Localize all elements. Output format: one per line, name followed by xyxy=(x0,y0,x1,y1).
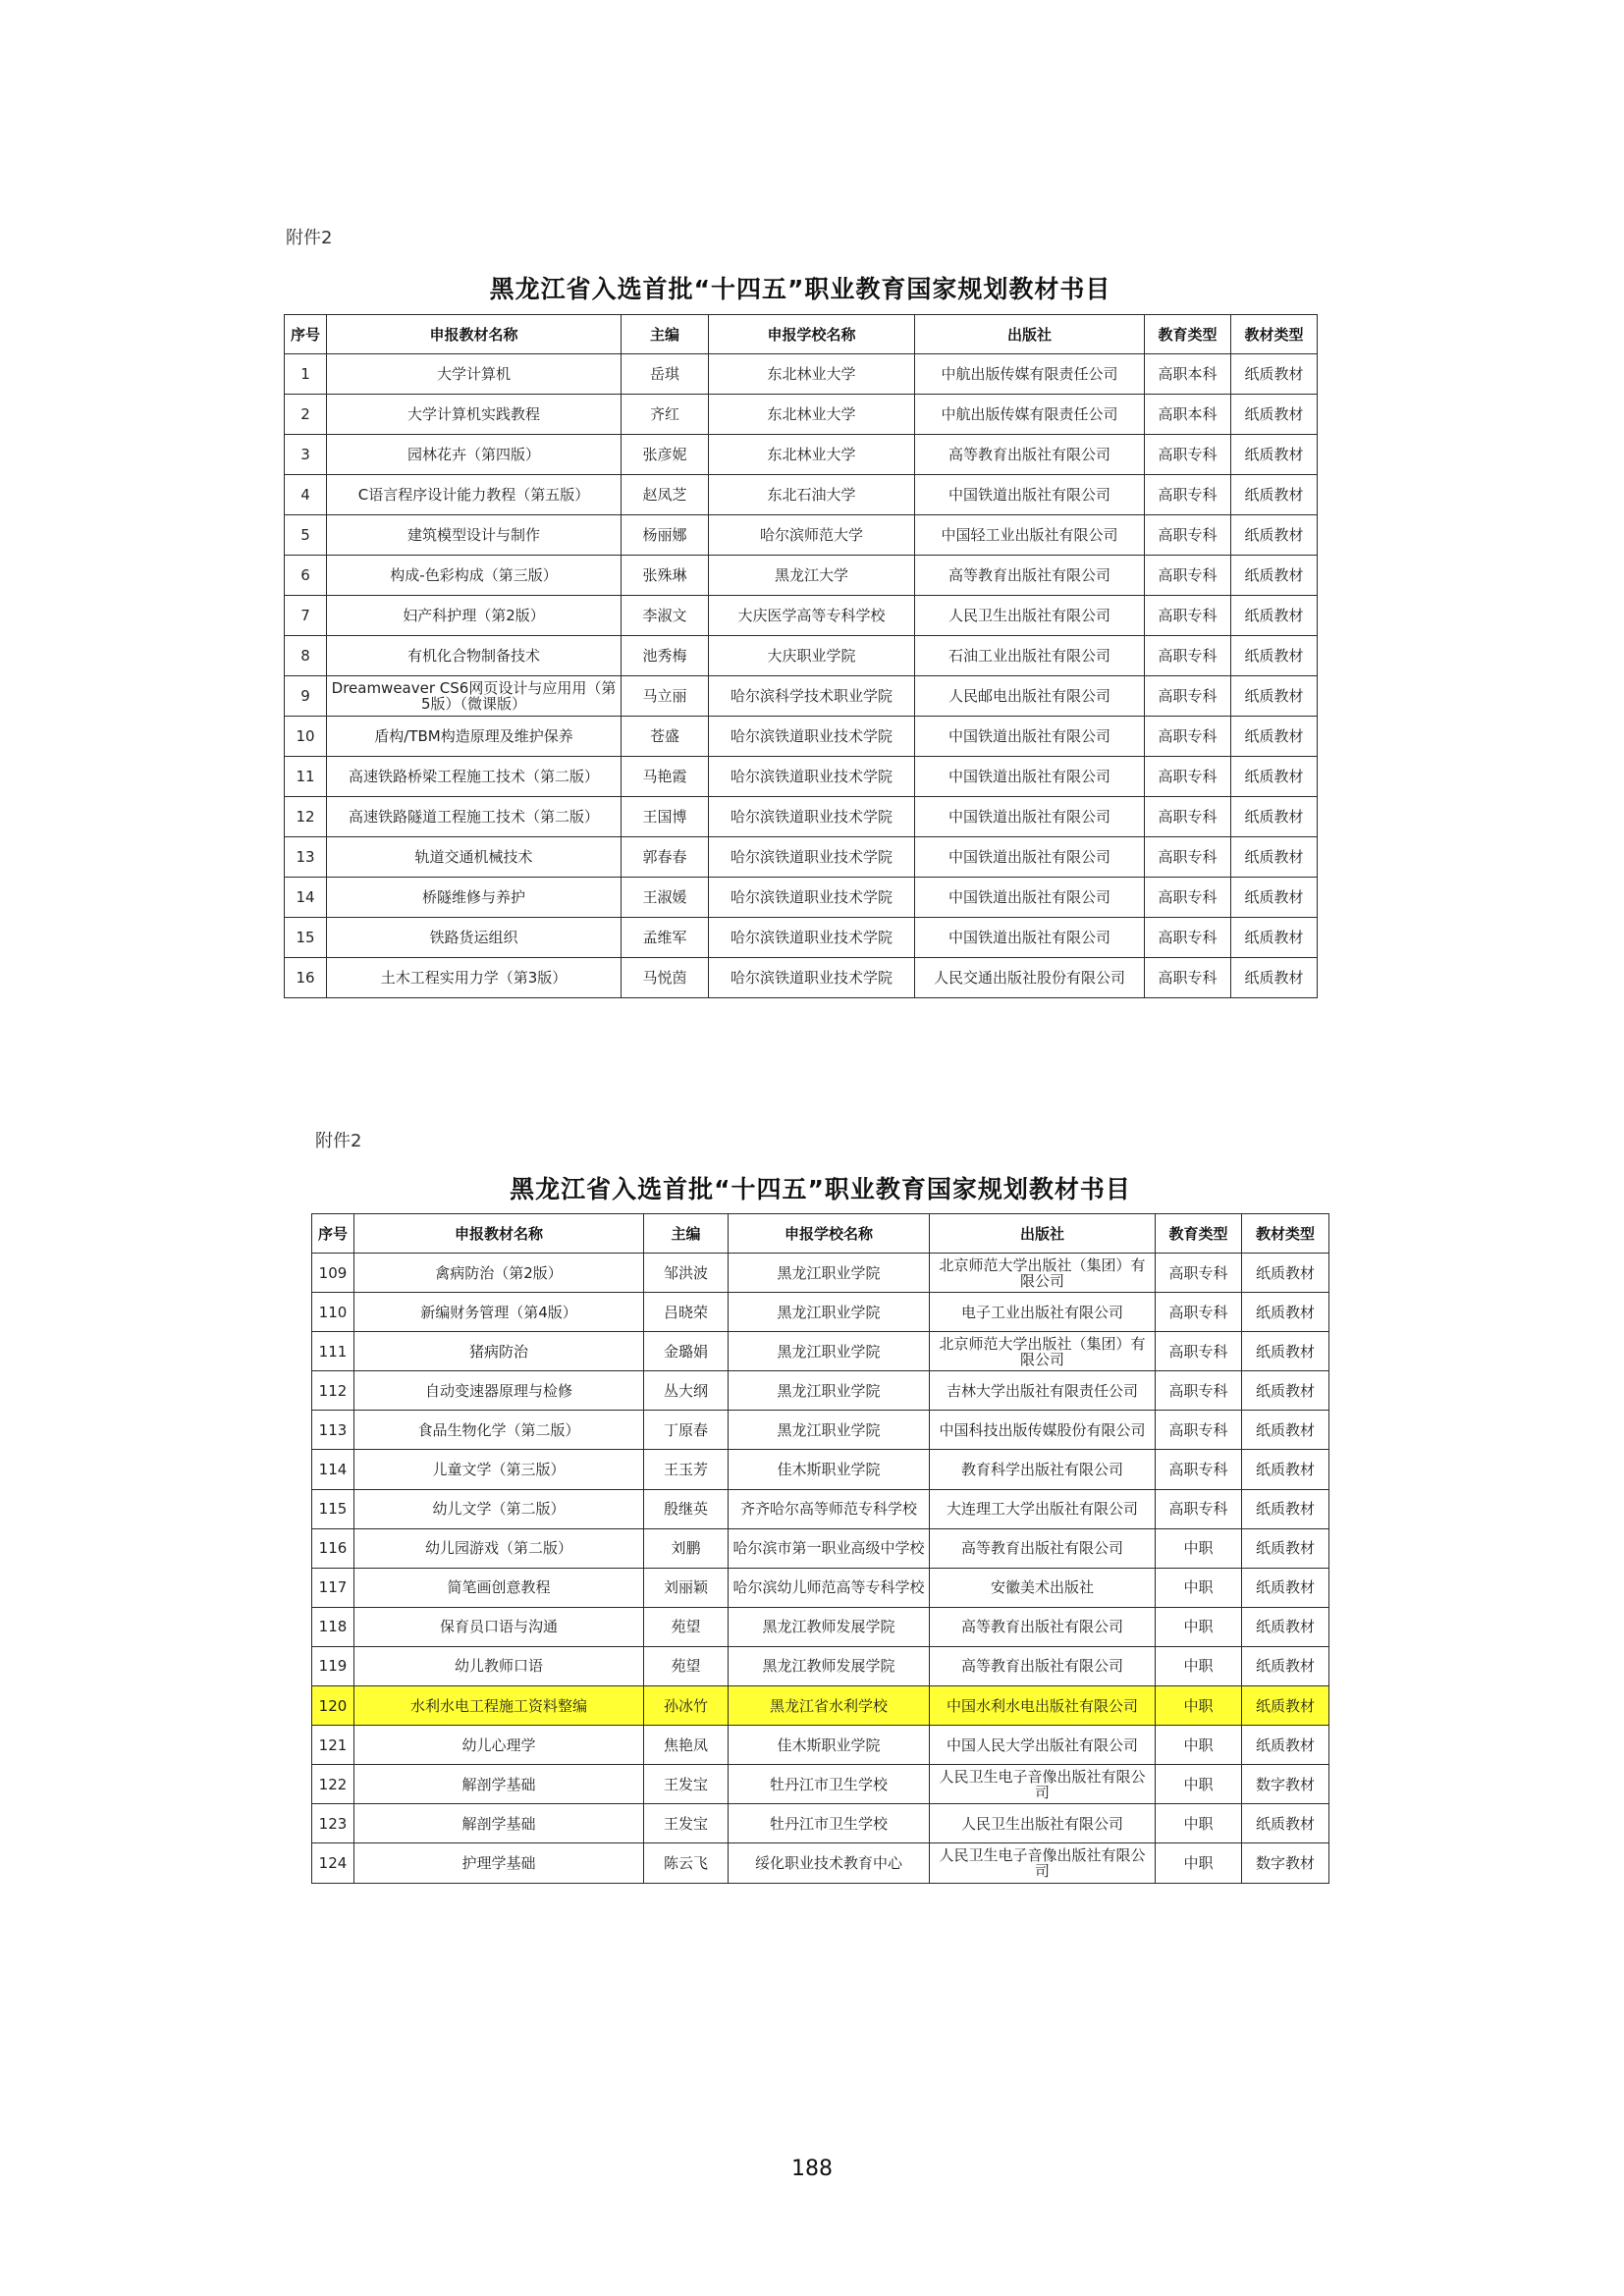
table-cell: 黑龙江教师发展学院 xyxy=(729,1646,930,1685)
column-header: 主编 xyxy=(644,1214,729,1254)
table-cell: 哈尔滨铁道职业技术学院 xyxy=(709,878,915,918)
table-cell: 4 xyxy=(285,475,327,515)
table-cell: 哈尔滨幼儿师范高等专科学校 xyxy=(729,1568,930,1607)
table-cell: 铁路货运组织 xyxy=(327,918,622,958)
table-cell: 北京师范大学出版社（集团）有限公司 xyxy=(930,1332,1156,1371)
table-cell: 纸质教材 xyxy=(1231,958,1318,998)
table-cell: 石油工业出版社有限公司 xyxy=(915,636,1145,676)
table-cell: 高职专科 xyxy=(1145,676,1231,717)
table-cell: 孟维军 xyxy=(622,918,709,958)
table-cell: 牡丹江市卫生学校 xyxy=(729,1765,930,1804)
column-header: 申报学校名称 xyxy=(709,315,915,354)
table-cell: 东北林业大学 xyxy=(709,435,915,475)
table-cell: 6 xyxy=(285,556,327,596)
table-cell: 纸质教材 xyxy=(1242,1568,1329,1607)
table-cell: 3 xyxy=(285,435,327,475)
table-cell: 纸质教材 xyxy=(1231,395,1318,435)
table-cell: 13 xyxy=(285,837,327,878)
table-cell: 高职专科 xyxy=(1145,596,1231,636)
table-cell: 解剖学基础 xyxy=(354,1765,644,1804)
table-cell: 保育员口语与沟通 xyxy=(354,1607,644,1646)
table-cell: 11 xyxy=(285,757,327,797)
table-cell: 哈尔滨铁道职业技术学院 xyxy=(709,918,915,958)
table-row xyxy=(285,878,1318,918)
table-cell: 中国水利水电出版社有限公司 xyxy=(930,1686,1156,1726)
table-cell: 高职专科 xyxy=(1145,435,1231,475)
column-header: 教材类型 xyxy=(1242,1214,1329,1254)
table-cell: 王发宝 xyxy=(644,1804,729,1843)
table-cell: 高职专科 xyxy=(1145,918,1231,958)
table-cell: 纸质教材 xyxy=(1242,1607,1329,1646)
column-header: 主编 xyxy=(622,315,709,354)
table-cell: 纸质教材 xyxy=(1242,1804,1329,1843)
column-header: 序号 xyxy=(312,1214,354,1254)
table-cell: 纸质教材 xyxy=(1231,676,1318,717)
table-cell: 高职专科 xyxy=(1145,878,1231,918)
table-cell: 中职 xyxy=(1156,1528,1242,1568)
table-cell: 哈尔滨铁道职业技术学院 xyxy=(709,958,915,998)
table-title: 黑龙江省入选首批“十四五”职业教育国家规划教材书目 xyxy=(510,1175,1131,1203)
table-cell: 哈尔滨铁道职业技术学院 xyxy=(709,797,915,837)
table-cell: 焦艳凤 xyxy=(644,1726,729,1765)
table-cell: 高等教育出版社有限公司 xyxy=(930,1528,1156,1568)
table-cell: 中国铁道出版社有限公司 xyxy=(915,918,1145,958)
table-row xyxy=(312,1371,1329,1411)
table-row xyxy=(285,556,1318,596)
table-cell: 黑龙江大学 xyxy=(709,556,915,596)
table-cell: 高速铁路桥梁工程施工技术（第二版） xyxy=(327,757,622,797)
table-row xyxy=(285,676,1318,717)
book-list-table xyxy=(284,314,1318,998)
table-cell: 高等教育出版社有限公司 xyxy=(915,556,1145,596)
table-row xyxy=(312,1293,1329,1332)
table-cell: 8 xyxy=(285,636,327,676)
table-cell: 吉林大学出版社有限责任公司 xyxy=(930,1371,1156,1411)
table-cell: 纸质教材 xyxy=(1242,1371,1329,1411)
table-cell: 中职 xyxy=(1156,1607,1242,1646)
table-cell: 中国科技出版传媒股份有限公司 xyxy=(930,1411,1156,1450)
table-cell: 邹洪波 xyxy=(644,1254,729,1293)
column-header: 申报教材名称 xyxy=(327,315,622,354)
table-cell: 120 xyxy=(312,1686,354,1726)
table-cell: 12 xyxy=(285,797,327,837)
table-cell: 构成-色彩构成（第三版） xyxy=(327,556,622,596)
column-header: 出版社 xyxy=(930,1214,1156,1254)
table-cell: 122 xyxy=(312,1765,354,1804)
table-cell: 7 xyxy=(285,596,327,636)
column-header: 序号 xyxy=(285,315,327,354)
table-row xyxy=(285,757,1318,797)
table-cell: 高职专科 xyxy=(1145,958,1231,998)
table-cell: 王玉芳 xyxy=(644,1450,729,1489)
table-cell: 护理学基础 xyxy=(354,1843,644,1883)
table-cell: 殷继英 xyxy=(644,1489,729,1528)
table-cell: 孙冰竹 xyxy=(644,1686,729,1726)
table-cell: 轨道交通机械技术 xyxy=(327,837,622,878)
table-cell: 高职专科 xyxy=(1156,1411,1242,1450)
table-cell: 高职专科 xyxy=(1145,837,1231,878)
table-row xyxy=(285,837,1318,878)
table-cell: 丛大纲 xyxy=(644,1371,729,1411)
table-cell: 110 xyxy=(312,1293,354,1332)
table-cell: 中国铁道出版社有限公司 xyxy=(915,878,1145,918)
table-cell: 中国铁道出版社有限公司 xyxy=(915,475,1145,515)
table-cell: 刘鹏 xyxy=(644,1528,729,1568)
table-cell: 高职专科 xyxy=(1145,475,1231,515)
table-cell: 纸质教材 xyxy=(1242,1528,1329,1568)
table-row xyxy=(312,1489,1329,1528)
table-cell: 齐红 xyxy=(622,395,709,435)
table-cell: 高职专科 xyxy=(1156,1489,1242,1528)
table-cell: 哈尔滨铁道职业技术学院 xyxy=(709,717,915,757)
table-cell: 中职 xyxy=(1156,1843,1242,1883)
table-cell: 人民卫生出版社有限公司 xyxy=(915,596,1145,636)
table-cell: 中国轻工业出版社有限公司 xyxy=(915,515,1145,556)
table-cell: 5 xyxy=(285,515,327,556)
table-row xyxy=(312,1765,1329,1804)
table-cell: 纸质教材 xyxy=(1231,596,1318,636)
table-cell: 安徽美术出版社 xyxy=(930,1568,1156,1607)
table-cell: 纸质教材 xyxy=(1242,1293,1329,1332)
table-cell: 高职本科 xyxy=(1145,395,1231,435)
table-cell: 纸质教材 xyxy=(1231,717,1318,757)
table-cell: 马艳霞 xyxy=(622,757,709,797)
table-cell: 纸质教材 xyxy=(1242,1411,1329,1450)
table-cell: 大连理工大学出版社有限公司 xyxy=(930,1489,1156,1528)
table-cell: 岳琪 xyxy=(622,354,709,395)
table-cell: 苍盛 xyxy=(622,717,709,757)
table-cell: 113 xyxy=(312,1411,354,1450)
table-cell: 2 xyxy=(285,395,327,435)
table-cell: 高职专科 xyxy=(1145,717,1231,757)
table-cell: 纸质教材 xyxy=(1242,1332,1329,1371)
table-row xyxy=(312,1450,1329,1489)
table-row xyxy=(285,596,1318,636)
table-cell: 教育科学出版社有限公司 xyxy=(930,1450,1156,1489)
table-cell: 纸质教材 xyxy=(1242,1686,1329,1726)
table-cell: 纸质教材 xyxy=(1242,1726,1329,1765)
table-row xyxy=(312,1528,1329,1568)
table-row xyxy=(312,1254,1329,1293)
table-cell: 纸质教材 xyxy=(1231,918,1318,958)
table-row xyxy=(312,1686,1329,1726)
table-cell: 纸质教材 xyxy=(1242,1450,1329,1489)
table-cell: 纸质教材 xyxy=(1242,1646,1329,1685)
table-cell: 李淑文 xyxy=(622,596,709,636)
table-cell: 中航出版传媒有限责任公司 xyxy=(915,395,1145,435)
table-cell: 佳木斯职业学院 xyxy=(729,1450,930,1489)
table-cell: 高职专科 xyxy=(1145,636,1231,676)
table-cell: 电子工业出版社有限公司 xyxy=(930,1293,1156,1332)
table-cell: 牡丹江市卫生学校 xyxy=(729,1804,930,1843)
table-cell: 111 xyxy=(312,1332,354,1371)
table-cell: 北京师范大学出版社（集团）有限公司 xyxy=(930,1254,1156,1293)
table-cell: 黑龙江职业学院 xyxy=(729,1332,930,1371)
book-list-table xyxy=(311,1213,1329,1884)
table-row xyxy=(312,1646,1329,1685)
table-cell: 109 xyxy=(312,1254,354,1293)
table-cell: 东北林业大学 xyxy=(709,354,915,395)
attachment-label: 附件2 xyxy=(286,228,333,248)
table-cell: 佳木斯职业学院 xyxy=(729,1726,930,1765)
table-cell: 高职专科 xyxy=(1156,1293,1242,1332)
table-cell: 黑龙江职业学院 xyxy=(729,1254,930,1293)
table-row xyxy=(285,717,1318,757)
table-cell: 中职 xyxy=(1156,1686,1242,1726)
table-cell: 建筑模型设计与制作 xyxy=(327,515,622,556)
table-cell: 妇产科护理（第2版） xyxy=(327,596,622,636)
table-cell: 苑望 xyxy=(644,1646,729,1685)
table-cell: 黑龙江职业学院 xyxy=(729,1371,930,1411)
table-cell: 张彦妮 xyxy=(622,435,709,475)
table-cell: 纸质教材 xyxy=(1231,797,1318,837)
table-cell: 118 xyxy=(312,1607,354,1646)
table-cell: 黑龙江省水利学校 xyxy=(729,1686,930,1726)
table-cell: 中国铁道出版社有限公司 xyxy=(915,717,1145,757)
table-cell: 人民交通出版社股份有限公司 xyxy=(915,958,1145,998)
table-cell: C语言程序设计能力教程（第五版） xyxy=(327,475,622,515)
table-cell: 中职 xyxy=(1156,1726,1242,1765)
table-row xyxy=(312,1332,1329,1371)
table-cell: 15 xyxy=(285,918,327,958)
table-cell: 高职专科 xyxy=(1145,757,1231,797)
attachment-label: 附件2 xyxy=(315,1131,362,1151)
column-header: 教材类型 xyxy=(1231,315,1318,354)
table-row xyxy=(312,1568,1329,1607)
table-cell: 高等教育出版社有限公司 xyxy=(915,435,1145,475)
table-cell: 纸质教材 xyxy=(1231,636,1318,676)
table-cell: 高职本科 xyxy=(1145,354,1231,395)
table-cell: Dreamweaver CS6网页设计与应用用（第5版）（微课版） xyxy=(327,676,622,717)
table-cell: 中职 xyxy=(1156,1765,1242,1804)
table-cell: 刘丽颖 xyxy=(644,1568,729,1607)
table-cell: 10 xyxy=(285,717,327,757)
table-cell: 赵凤芝 xyxy=(622,475,709,515)
table-cell: 115 xyxy=(312,1489,354,1528)
table-cell: 黑龙江职业学院 xyxy=(729,1411,930,1450)
table-cell: 人民卫生电子音像出版社有限公司 xyxy=(930,1765,1156,1804)
table-cell: 中航出版传媒有限责任公司 xyxy=(915,354,1145,395)
table-cell: 王淑媛 xyxy=(622,878,709,918)
table-cell: 哈尔滨市第一职业高级中学校 xyxy=(729,1528,930,1568)
table-cell: 高职专科 xyxy=(1156,1332,1242,1371)
table-cell: 中职 xyxy=(1156,1804,1242,1843)
table-cell: 桥隧维修与养护 xyxy=(327,878,622,918)
table-cell: 王发宝 xyxy=(644,1765,729,1804)
table-cell: 112 xyxy=(312,1371,354,1411)
table-cell: 中职 xyxy=(1156,1646,1242,1685)
table-cell: 14 xyxy=(285,878,327,918)
table-cell: 大庆职业学院 xyxy=(709,636,915,676)
table-cell: 东北林业大学 xyxy=(709,395,915,435)
table-cell: 自动变速器原理与检修 xyxy=(354,1371,644,1411)
table-cell: 哈尔滨铁道职业技术学院 xyxy=(709,757,915,797)
table-row xyxy=(312,1726,1329,1765)
table-cell: 有机化合物制备技术 xyxy=(327,636,622,676)
table-cell: 高职专科 xyxy=(1145,515,1231,556)
table-cell: 幼儿园游戏（第二版） xyxy=(354,1528,644,1568)
table-cell: 1 xyxy=(285,354,327,395)
table-cell: 纸质教材 xyxy=(1231,837,1318,878)
table-cell: 东北石油大学 xyxy=(709,475,915,515)
table-cell: 土木工程实用力学（第3版） xyxy=(327,958,622,998)
table-cell: 幼儿文学（第二版） xyxy=(354,1489,644,1528)
table-cell: 高等教育出版社有限公司 xyxy=(930,1607,1156,1646)
table-cell: 绥化职业技术教育中心 xyxy=(729,1843,930,1883)
table-row xyxy=(285,636,1318,676)
table-cell: 人民卫生出版社有限公司 xyxy=(930,1804,1156,1843)
table-cell: 纸质教材 xyxy=(1242,1489,1329,1528)
table-cell: 114 xyxy=(312,1450,354,1489)
column-header: 出版社 xyxy=(915,315,1145,354)
table-cell: 齐齐哈尔高等师范专科学校 xyxy=(729,1489,930,1528)
table-row xyxy=(312,1843,1329,1883)
table-cell: 王国博 xyxy=(622,797,709,837)
table-cell: 马悦茵 xyxy=(622,958,709,998)
table-cell: 高职专科 xyxy=(1145,797,1231,837)
table-row xyxy=(285,354,1318,395)
table-row xyxy=(285,435,1318,475)
table-cell: 幼儿教师口语 xyxy=(354,1646,644,1685)
table-row xyxy=(285,918,1318,958)
table-cell: 123 xyxy=(312,1804,354,1843)
table-cell: 禽病防治（第2版） xyxy=(354,1254,644,1293)
table-cell: 高职专科 xyxy=(1156,1254,1242,1293)
table-row xyxy=(285,958,1318,998)
table-cell: 中国铁道出版社有限公司 xyxy=(915,757,1145,797)
table-cell: 数字教材 xyxy=(1242,1765,1329,1804)
table-cell: 121 xyxy=(312,1726,354,1765)
table-cell: 儿童文学（第三版） xyxy=(354,1450,644,1489)
table-cell: 中国人民大学出版社有限公司 xyxy=(930,1726,1156,1765)
table-cell: 纸质教材 xyxy=(1231,878,1318,918)
table-title: 黑龙江省入选首批“十四五”职业教育国家规划教材书目 xyxy=(489,275,1111,303)
table-row xyxy=(312,1411,1329,1450)
table-cell: 纸质教材 xyxy=(1231,435,1318,475)
table-cell: 食品生物化学（第二版） xyxy=(354,1411,644,1450)
table-row xyxy=(285,797,1318,837)
table-cell: 数字教材 xyxy=(1242,1843,1329,1883)
table-row xyxy=(285,475,1318,515)
column-header: 申报学校名称 xyxy=(729,1214,930,1254)
table-cell: 纸质教材 xyxy=(1231,757,1318,797)
table-cell: 水利水电工程施工资料整编 xyxy=(354,1686,644,1726)
table-row xyxy=(312,1804,1329,1843)
table-cell: 黑龙江职业学院 xyxy=(729,1293,930,1332)
table-cell: 高职专科 xyxy=(1145,556,1231,596)
table-cell: 中国铁道出版社有限公司 xyxy=(915,797,1145,837)
table-cell: 纸质教材 xyxy=(1231,475,1318,515)
table-cell: 116 xyxy=(312,1528,354,1568)
table-cell: 幼儿心理学 xyxy=(354,1726,644,1765)
table-cell: 16 xyxy=(285,958,327,998)
table-cell: 纸质教材 xyxy=(1231,556,1318,596)
table-cell: 纸质教材 xyxy=(1242,1254,1329,1293)
table-cell: 解剖学基础 xyxy=(354,1804,644,1843)
table-cell: 中国铁道出版社有限公司 xyxy=(915,837,1145,878)
table-cell: 高速铁路隧道工程施工技术（第二版） xyxy=(327,797,622,837)
table-cell: 人民邮电出版社有限公司 xyxy=(915,676,1145,717)
table-cell: 高等教育出版社有限公司 xyxy=(930,1646,1156,1685)
table-cell: 哈尔滨师范大学 xyxy=(709,515,915,556)
table-cell: 高职专科 xyxy=(1156,1450,1242,1489)
table-cell: 盾构/TBM构造原理及维护保养 xyxy=(327,717,622,757)
table-cell: 郭春春 xyxy=(622,837,709,878)
table-cell: 苑望 xyxy=(644,1607,729,1646)
table-row xyxy=(285,515,1318,556)
column-header: 教育类型 xyxy=(1156,1214,1242,1254)
table-cell: 张殊琳 xyxy=(622,556,709,596)
table-row xyxy=(285,395,1318,435)
table-cell: 哈尔滨铁道职业技术学院 xyxy=(709,837,915,878)
table-cell: 陈云飞 xyxy=(644,1843,729,1883)
table-cell: 吕晓荣 xyxy=(644,1293,729,1332)
table-row xyxy=(312,1607,1329,1646)
table-cell: 纸质教材 xyxy=(1231,515,1318,556)
table-cell: 池秀梅 xyxy=(622,636,709,676)
table-cell: 哈尔滨科学技术职业学院 xyxy=(709,676,915,717)
table-cell: 大学计算机实践教程 xyxy=(327,395,622,435)
table-cell: 119 xyxy=(312,1646,354,1685)
table-cell: 高职专科 xyxy=(1156,1371,1242,1411)
table-cell: 117 xyxy=(312,1568,354,1607)
table-cell: 黑龙江教师发展学院 xyxy=(729,1607,930,1646)
table-cell: 中职 xyxy=(1156,1568,1242,1607)
table-cell: 新编财务管理（第4版） xyxy=(354,1293,644,1332)
page-number: 188 xyxy=(791,2157,833,2181)
table-cell: 杨丽娜 xyxy=(622,515,709,556)
table-cell: 金璐娟 xyxy=(644,1332,729,1371)
column-header: 申报教材名称 xyxy=(354,1214,644,1254)
table-cell: 大学计算机 xyxy=(327,354,622,395)
table-cell: 丁原春 xyxy=(644,1411,729,1450)
table-cell: 9 xyxy=(285,676,327,717)
table-cell: 大庆医学高等专科学校 xyxy=(709,596,915,636)
table-cell: 猪病防治 xyxy=(354,1332,644,1371)
table-cell: 马立丽 xyxy=(622,676,709,717)
table-cell: 园林花卉（第四版） xyxy=(327,435,622,475)
table-cell: 简笔画创意教程 xyxy=(354,1568,644,1607)
table-cell: 124 xyxy=(312,1843,354,1883)
column-header: 教育类型 xyxy=(1145,315,1231,354)
table-cell: 人民卫生电子音像出版社有限公司 xyxy=(930,1843,1156,1883)
table-cell: 纸质教材 xyxy=(1231,354,1318,395)
